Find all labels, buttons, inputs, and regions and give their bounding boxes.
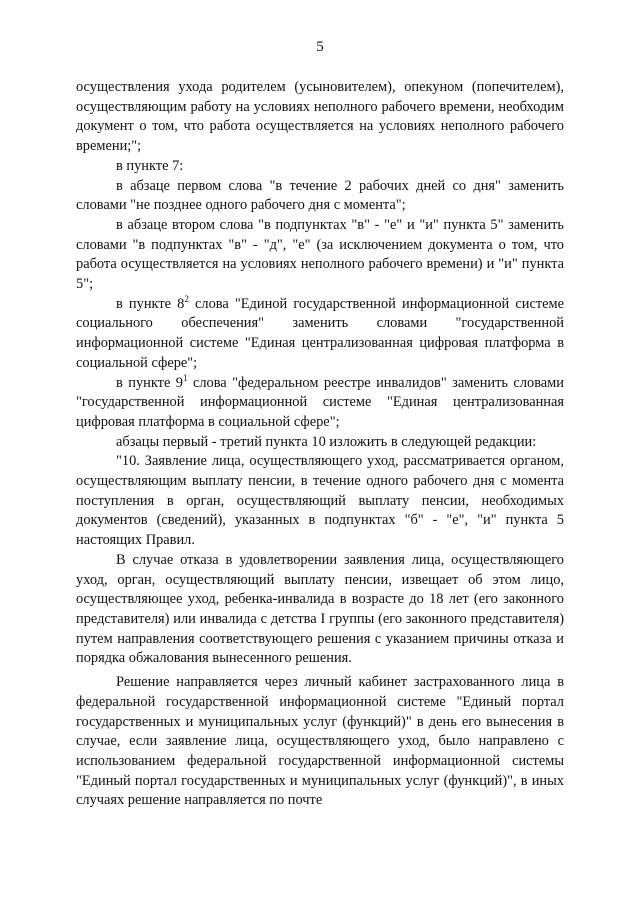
paragraph-point-8-2-after: слова "Единой государственной информационной системе социального обеспечения" заменить словами "государственной информационной системе "Единая централизованная цифровая платформа в социальной сфере";: [76, 295, 564, 371]
paragraph-point-10-text: "10. Заявление лица, осуществляющего уход, рассматривается органом, осуществляющим выплату пенсии, в течение одного рабочего дня с момента поступления в орган, осуществляющий выплату пенсии, необходимых документов (сведений), указанных в подпунктах "б" - "е", "и" пункта 5 настоящих Правил.: [76, 453, 564, 549]
page-number: 5: [316, 39, 324, 55]
paragraph-point-9-1-after: слова "федеральном реестре инвалидов" заменить словами "государственной информационной системе "Единая централизованная цифровая платформа в социальной сфере";: [76, 374, 564, 430]
superscript: 1: [182, 372, 188, 383]
paragraph-continuation: осуществления ухода родителем (усыновителем), опекуном (попечителем), осуществляющим работу на условиях неполного рабочего времени, необходим документ о том, что работа осуществляется на условиях неполного рабочего времени;";: [76, 79, 564, 155]
paragraph-point-9-1: [76, 374, 564, 433]
paragraph-decision: Решение направляется через личный кабинет застрахованного лица в федеральной государственной информационной системе "Единый портал государственных и муниципальных услуг (функций)" в день его вынесения в случае, если заявление лица, осуществляющего уход, было направлено с использованием федеральной государственной информационной системы "Единый портал государственных и муниципальных услуг (функций)", в иных случаях решение направляется по почте: [76, 674, 564, 809]
paragraph-point-10-intro: абзацы первый - третий пункта 10 изложить в следующей редакции:: [116, 433, 537, 450]
document-body: [76, 78, 564, 811]
paragraph-first-abzats: в абзаце первом слова "в течение 2 рабочих дней со дня" заменить словами "не позднее одного рабочего дня с момента";: [76, 177, 564, 214]
paragraph-point-7: в пункте 7:: [116, 157, 184, 174]
superscript: 2: [184, 293, 189, 304]
paragraph-refusal: В случае отказа в удовлетворении заявления лица, осуществляющего уход, орган, осуществляющий выплату пенсии, извещает об этом лицо, осуществляющее уход, ребенка-инвалида в возрасте до 18 лет (его законного представителя) или инвалида с детства I группы (его законного представителя) путем направления соответствующего решения с указанием причины отказа и порядка обжалования вынесенного решения.: [76, 551, 564, 667]
paragraph-point-8-2-before: в пункте 8: [116, 295, 185, 312]
paragraph-second-abzats: в абзаце втором слова "в подпунктах "в" - "е" и "и" пункта 5" заменить словами "в подпунктах "в" - "д", "е" (за исключением документа о том, что работа осуществляется на условиях неполного рабочего времени) и "и" пункта 5";: [76, 216, 564, 293]
paragraph-point-9-1-before: в пункте 9: [116, 374, 183, 391]
paragraph-point-8-2: [76, 295, 564, 374]
